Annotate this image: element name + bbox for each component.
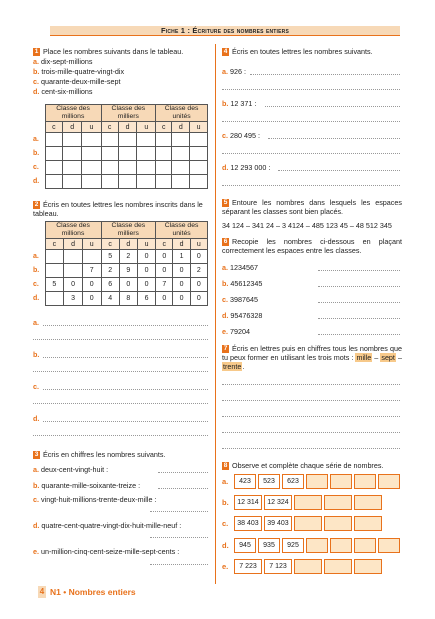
exercise-8-instruction: 8 Observe et complète chaque série de nombres.	[223, 461, 384, 470]
exercise-1-table: Classe des millions Classe des milliers Classe des unités c d u c d u c d u a. b. c. d.	[33, 104, 208, 189]
exercise-6-item-b: b. 45612345	[222, 279, 263, 288]
chapter-title: N1 • Nombres entiers	[50, 587, 136, 597]
exercise-1-item-c: c. quarante-deux-mille-sept	[33, 77, 121, 86]
answer-line[interactable]	[318, 318, 400, 319]
exercise-4-item-b: b. 12 371 :	[222, 99, 257, 108]
answer-line[interactable]	[318, 270, 400, 271]
answer-line[interactable]	[222, 89, 400, 90]
word-highlight: sept	[381, 353, 395, 363]
exercise-3-item-e: e. un-million-cinq-cent-seize-mille-sept-cents :	[33, 547, 180, 556]
page-number: 4	[39, 587, 45, 596]
answer-line[interactable]	[33, 435, 208, 436]
class-header: Classe des millions	[45, 105, 101, 122]
series-e: e. 7 223 7 123	[222, 559, 384, 574]
answer-line[interactable]	[268, 138, 400, 139]
table-row: d. 3 0 4 8 6 0 0 0	[33, 292, 208, 306]
answer-line[interactable]	[265, 106, 400, 107]
answer-line[interactable]	[33, 339, 208, 340]
exercise-3-item-b: b. quarante-mille-soixante-treize :	[33, 481, 141, 490]
exercise-2-instruction: 2 Écris en toutes lettres les nombres inscrits dans le tableau.	[33, 200, 203, 219]
answer-line[interactable]	[278, 170, 400, 171]
answer-line[interactable]	[150, 537, 208, 538]
answer-line[interactable]	[222, 185, 400, 186]
class-header: Classe des unités	[156, 105, 208, 122]
answer-line[interactable]	[222, 384, 400, 385]
answer-line[interactable]	[318, 286, 400, 287]
word-highlight: mille	[356, 353, 372, 363]
series-c: c. 38 403 39 403	[222, 516, 384, 531]
answer-line[interactable]	[33, 403, 208, 404]
answer-line[interactable]	[250, 74, 400, 75]
series-d: d. 945 935 925	[222, 538, 402, 553]
answer-line[interactable]	[222, 432, 400, 433]
answer-line[interactable]	[150, 564, 208, 565]
exercise-1-item-d: d. cent-six-millions	[33, 87, 93, 96]
answer-line[interactable]	[158, 472, 208, 473]
exercise-7-instruction: 7 Écris en lettres puis en chiffres tous les nombres que tu peux former en utilisant les trois mots : mille – sept – trente.	[222, 344, 402, 372]
answer-line[interactable]	[222, 448, 400, 449]
exercise-4-item-d: d. 12 293 000 :	[222, 163, 271, 172]
exercise-6-instruction: 6 Recopie les nombres ci-dessous en plaçant correctement les espaces entre les classes.	[222, 237, 402, 256]
exercise-3-instruction: 3 Écris en chiffres les nombres suivants.	[34, 450, 166, 459]
page-title: Fiche 1 : Écriture des nombres entiers	[50, 26, 400, 36]
answer-line-b[interactable]: b.	[33, 350, 211, 359]
answer-line[interactable]	[222, 153, 400, 154]
exercise-number: 1	[34, 48, 39, 56]
table-row: b.	[33, 147, 208, 161]
exercise-6-item-a: a. 1234567	[222, 263, 258, 272]
exercise-4-item-c: c. 280 495 :	[222, 131, 260, 140]
exercise-6-item-c: c. 3987645	[222, 295, 258, 304]
column-divider	[215, 44, 216, 584]
table-row: c.	[33, 161, 208, 175]
exercise-3-item-c: c. vingt-huit-millions-trente-deux-mille :	[33, 495, 157, 504]
answer-line-d[interactable]: d.	[33, 414, 211, 423]
answer-line[interactable]	[318, 334, 400, 335]
exercise-6-item-d: d. 95476328	[222, 311, 263, 320]
answer-line[interactable]	[150, 511, 208, 512]
answer-line[interactable]	[33, 371, 208, 372]
exercise-6-item-e: e. 79204	[222, 327, 250, 336]
exercise-1-item-b: b. trois-mille-quatre-vingt-dix	[33, 67, 125, 76]
exercise-3-item-d: d. quatre-cent-quatre-vingt-dix-huit-mille-neuf :	[33, 521, 182, 530]
exercise-3-item-a: a. deux-cent-vingt-huit :	[33, 465, 109, 474]
answer-line[interactable]	[222, 121, 400, 122]
answer-line-a[interactable]: a.	[33, 318, 211, 327]
series-a: a. 423 523 623	[222, 474, 402, 489]
answer-line[interactable]	[222, 416, 400, 417]
class-header: Classe des milliers	[101, 105, 156, 122]
series-b: b. 12 314 12 324	[222, 495, 384, 510]
exercise-5-instruction: 5 Entoure les nombres dans lesquels les espaces séparant les classes sont bien placés.	[222, 198, 402, 217]
exercise-4-instruction: 4 Écris en toutes lettres les nombres suivants.	[223, 47, 373, 56]
table-row: a. 5 2 0 0 1 0	[33, 250, 208, 264]
answer-line[interactable]	[158, 488, 208, 489]
exercise-5-numbers[interactable]: 34 124 – 341 24 – 3 4124 – 485 123 45 – 48 512 345	[222, 221, 392, 230]
table-row: a.	[33, 133, 208, 147]
exercise-2-table: Classe des millions Classe des milliers Classe des unités c d u c d u c d u a. 5 2 0 0 1 0 b. 7 2 9 0 0 0 2 c. 5 0 0 6 0 0 7 0 0 d. 3 0 4 8 6 0 0 0	[33, 221, 208, 306]
table-row: b. 7 2 9 0 0 0 2	[33, 264, 208, 278]
table-row: d.	[33, 175, 208, 189]
exercise-4-item-a: a. 926 :	[222, 67, 246, 76]
exercise-1-item-a: a. dix-sept-millions	[33, 57, 93, 66]
exercise-1-instruction: 1 Place les nombres suivants dans le tableau.	[34, 47, 184, 56]
answer-line[interactable]	[222, 400, 400, 401]
word-highlight: trente	[223, 362, 242, 372]
answer-line-c[interactable]: c.	[33, 382, 211, 391]
table-row: c. 5 0 0 6 0 0 7 0 0	[33, 278, 208, 292]
answer-line[interactable]	[318, 302, 400, 303]
